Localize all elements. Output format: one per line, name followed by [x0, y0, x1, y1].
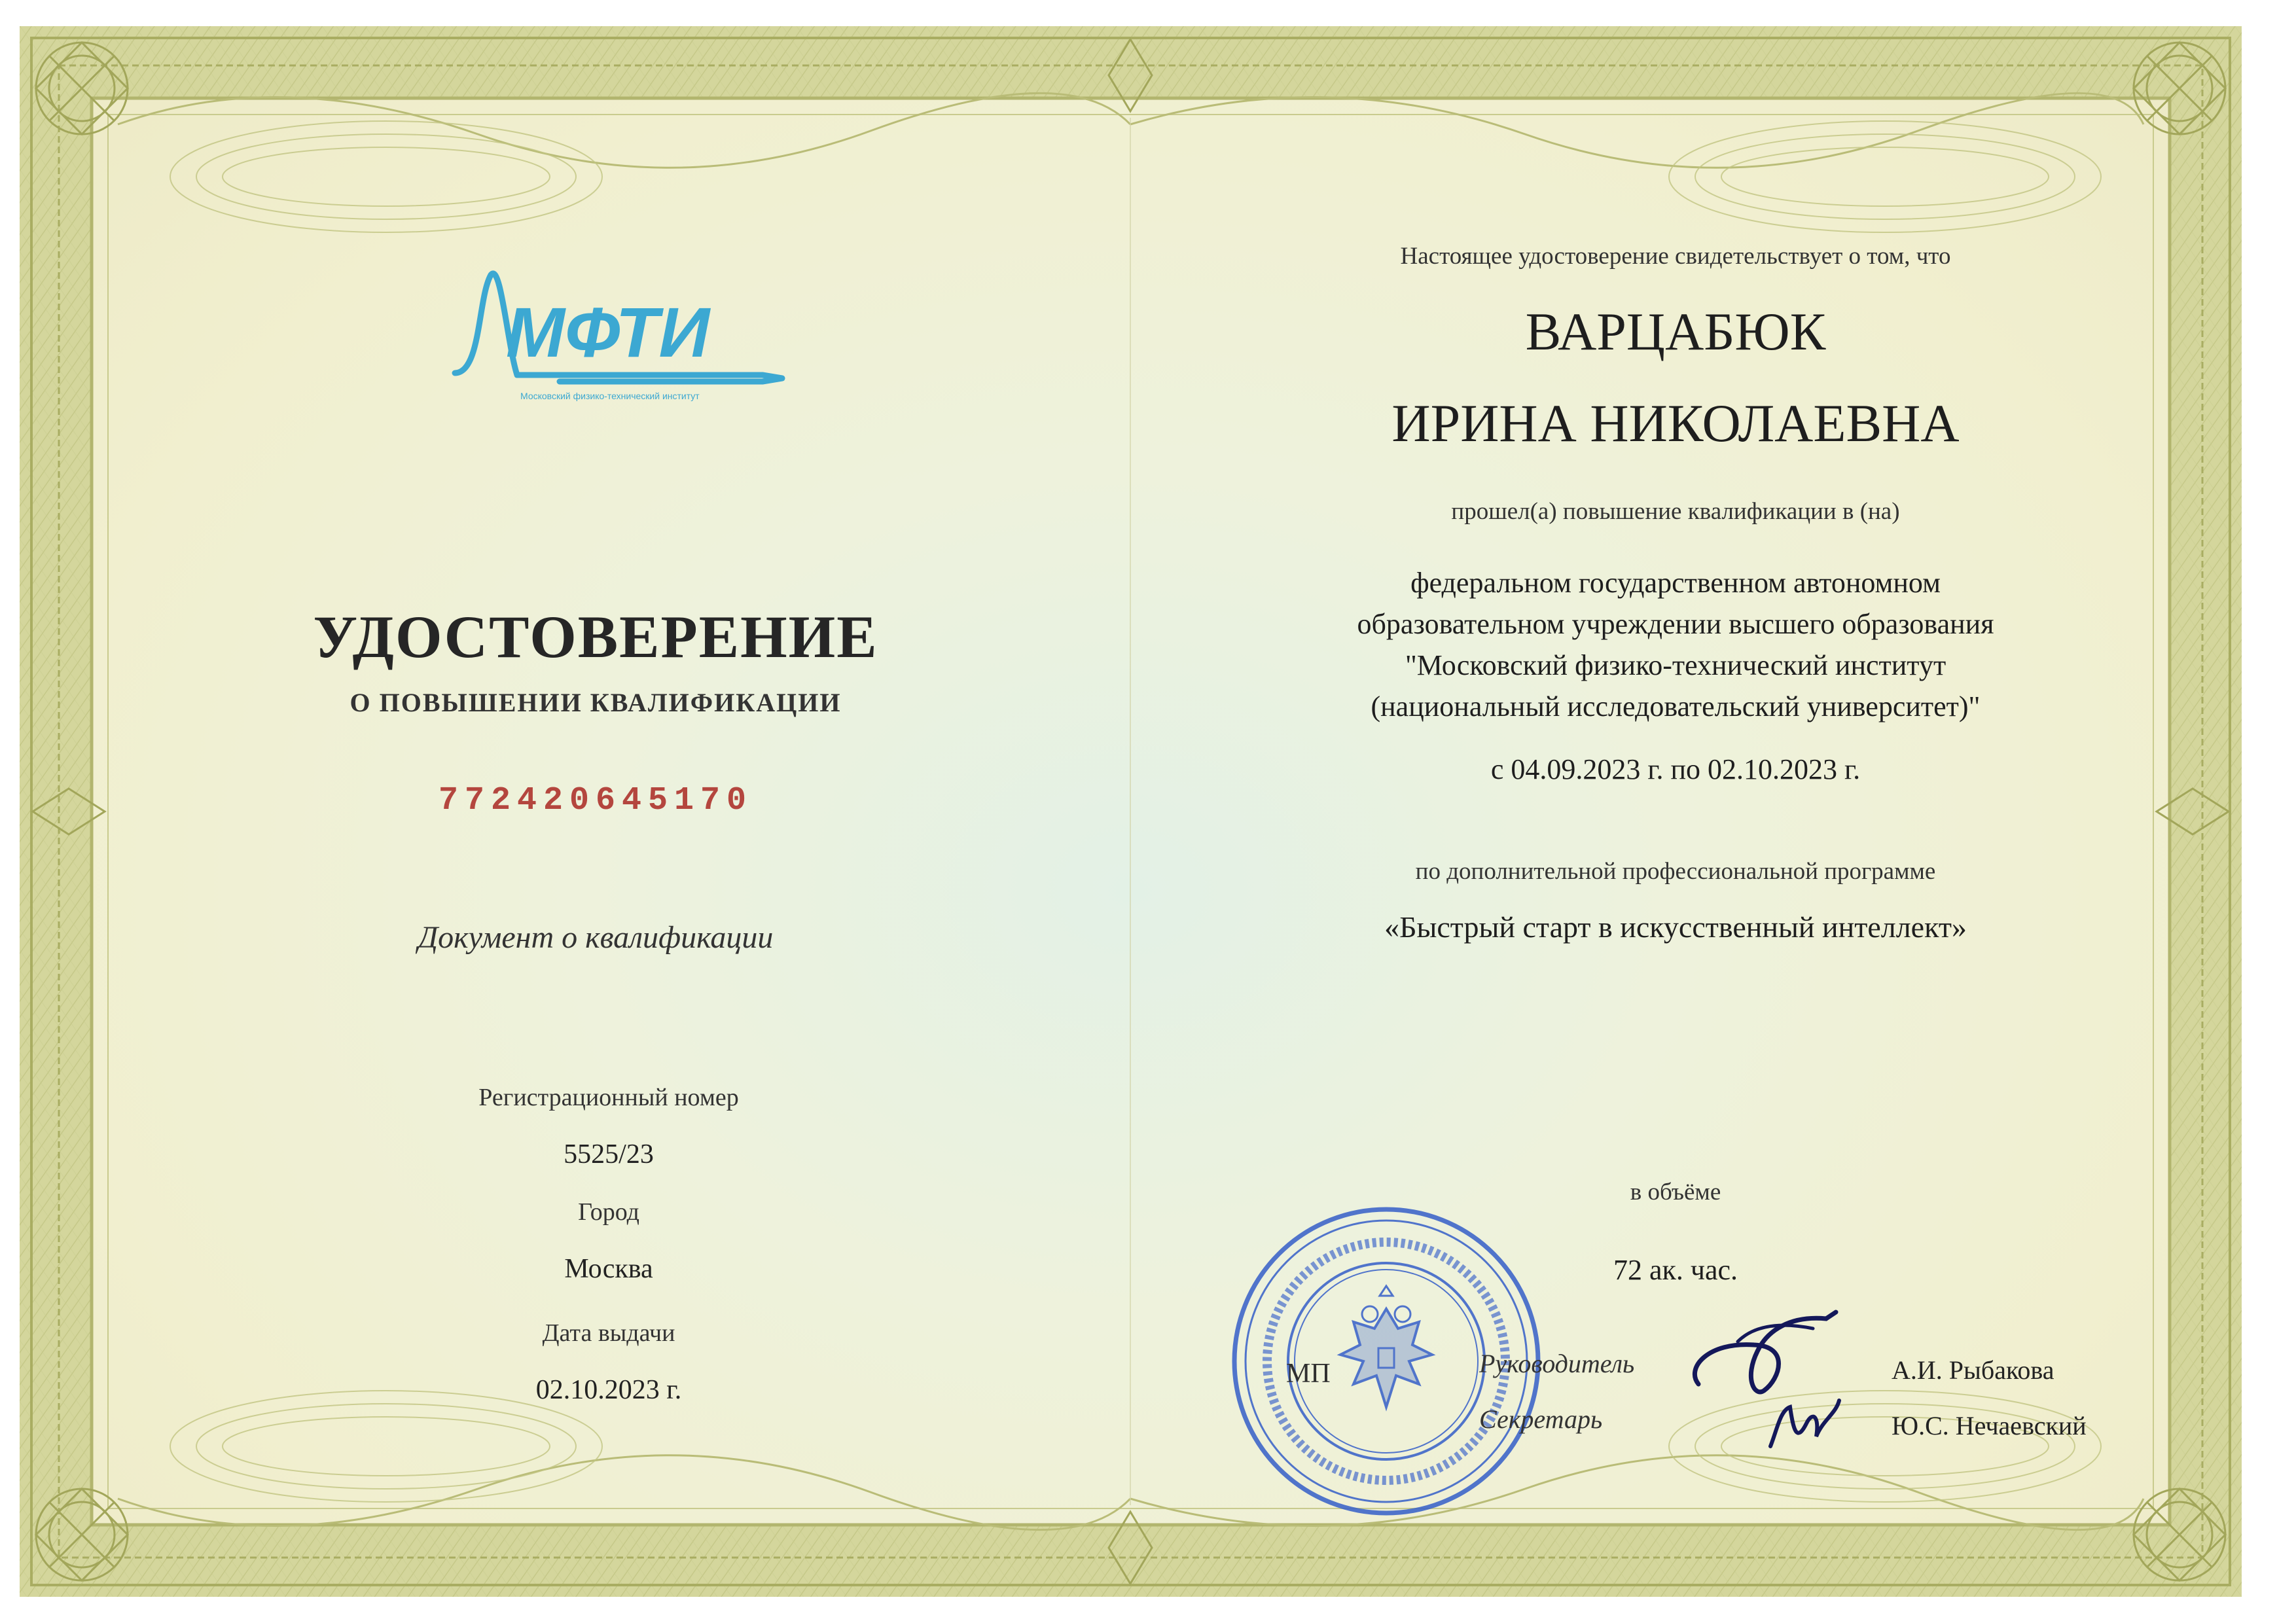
holder-given-names: ИРИНА НИКОЛАЕВНА: [1391, 393, 1960, 453]
document-title: УДОСТОВЕРЕНИЕ: [313, 603, 878, 670]
passed-text: прошел(а) повышение квалификации в (на): [1451, 498, 1900, 525]
issue-date-label: Дата выдачи: [542, 1319, 675, 1347]
mipt-logo: [448, 259, 789, 409]
document-subtitle: О ПОВЫШЕНИИ КВАЛИФИКАЦИИ: [350, 688, 842, 717]
seal-label: МП: [1286, 1359, 1331, 1389]
volume-label: в объёме: [1630, 1179, 1721, 1205]
program-name: «Быстрый старт в искусственный интеллект»: [1384, 910, 1967, 944]
intro-text: Настоящее удостоверение свидетельствует о том, что: [1400, 243, 1951, 270]
training-period: с 04.09.2023 г. по 02.10.2023 г.: [1490, 753, 1861, 785]
city-value: Москва: [564, 1254, 653, 1284]
registration-label: Регистрационный номер: [478, 1084, 739, 1111]
issue-date-value: 02.10.2023 г.: [535, 1375, 682, 1405]
logo-wordmark: МФТИ: [506, 293, 710, 372]
institution-line: федеральном государственном автономном: [1410, 567, 1941, 599]
signatory-name-head: А.И. Рыбакова: [1892, 1355, 2054, 1385]
signatory-name-secretary: Ю.С. Нечаевский: [1892, 1411, 2087, 1440]
serial-number: 772420645170: [438, 782, 753, 819]
signatory-role-secretary: Секретарь: [1479, 1404, 1603, 1434]
institution-line: "Московский физико-технический институт: [1405, 649, 1946, 681]
city-label: Город: [578, 1198, 639, 1226]
institution-line: (национальный исследовательский университет)": [1371, 690, 1981, 722]
certificate-sheet: [20, 26, 2242, 1597]
signatory-role-head: Руководитель: [1479, 1349, 1635, 1378]
institution-line: образовательном учреждении высшего образования: [1357, 608, 1994, 640]
training-hours: 72 ак. час.: [1613, 1254, 1738, 1286]
holder-surname: ВАРЦАБЮК: [1525, 302, 1826, 361]
logo-subtext: Московский физико-технический институт: [520, 391, 700, 401]
registration-value: 5525/23: [564, 1139, 654, 1169]
program-label: по дополнительной профессиональной программе: [1415, 858, 1936, 885]
signature-secretary: [1761, 1384, 1846, 1463]
document-type: Документ о квалификации: [418, 920, 774, 955]
